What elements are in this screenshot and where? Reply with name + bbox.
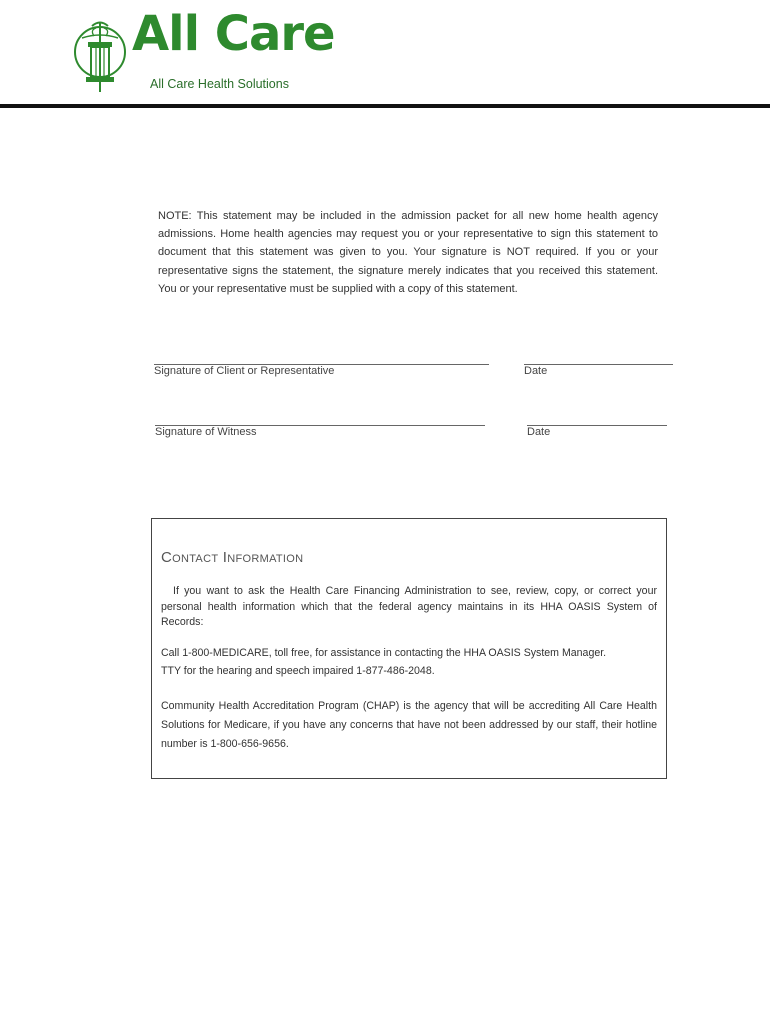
contact-title: Contact Information bbox=[161, 549, 304, 566]
contact-information-box bbox=[151, 518, 667, 779]
tty-line: TTY for the hearing and speech impaired 1-877-486-2048. bbox=[161, 665, 435, 677]
witness-date-label: Date bbox=[527, 426, 551, 438]
medicare-call-line: Call 1-800-MEDICARE, toll free, for assistance in contacting the HHA OASIS System Manager. bbox=[161, 647, 607, 659]
witness-signature-label: Signature of Witness bbox=[155, 426, 257, 438]
client-signature-label: Signature of Client or Representative bbox=[154, 365, 335, 377]
brand-name: All Care bbox=[132, 6, 335, 62]
contact-intro-paragraph: If you want to ask the Health Care Financing Administration to see, review, copy, or correct your personal health information which that the federal agency maintains in its HHA OASIS System of Records: bbox=[161, 585, 657, 628]
chap-paragraph: Community Health Accreditation Program (CHAP) is the agency that will be accrediting All Care Health Solutions for Medicare, if you have any concerns that have not been addressed by our staff, their hotline number is 1-800-656-9656. bbox=[161, 700, 657, 750]
caduceus-pillar-icon bbox=[72, 16, 134, 96]
brand-tagline: All Care Health Solutions bbox=[150, 77, 289, 91]
client-date-label: Date bbox=[524, 365, 548, 377]
company-logo bbox=[72, 6, 335, 96]
note-paragraph: NOTE: This statement may be included in the admission packet for all new home health agency admissions. Home health agencies may request you or your representative to sign this statement to document that this statement was given to you. Your signature is NOT required. If you or your representative signs the statement, the signature merely indicates that you received this statement. You or your representative must be supplied with a copy of this statement. bbox=[158, 210, 658, 295]
contact-call-block bbox=[161, 644, 657, 680]
header-rule bbox=[0, 104, 770, 108]
